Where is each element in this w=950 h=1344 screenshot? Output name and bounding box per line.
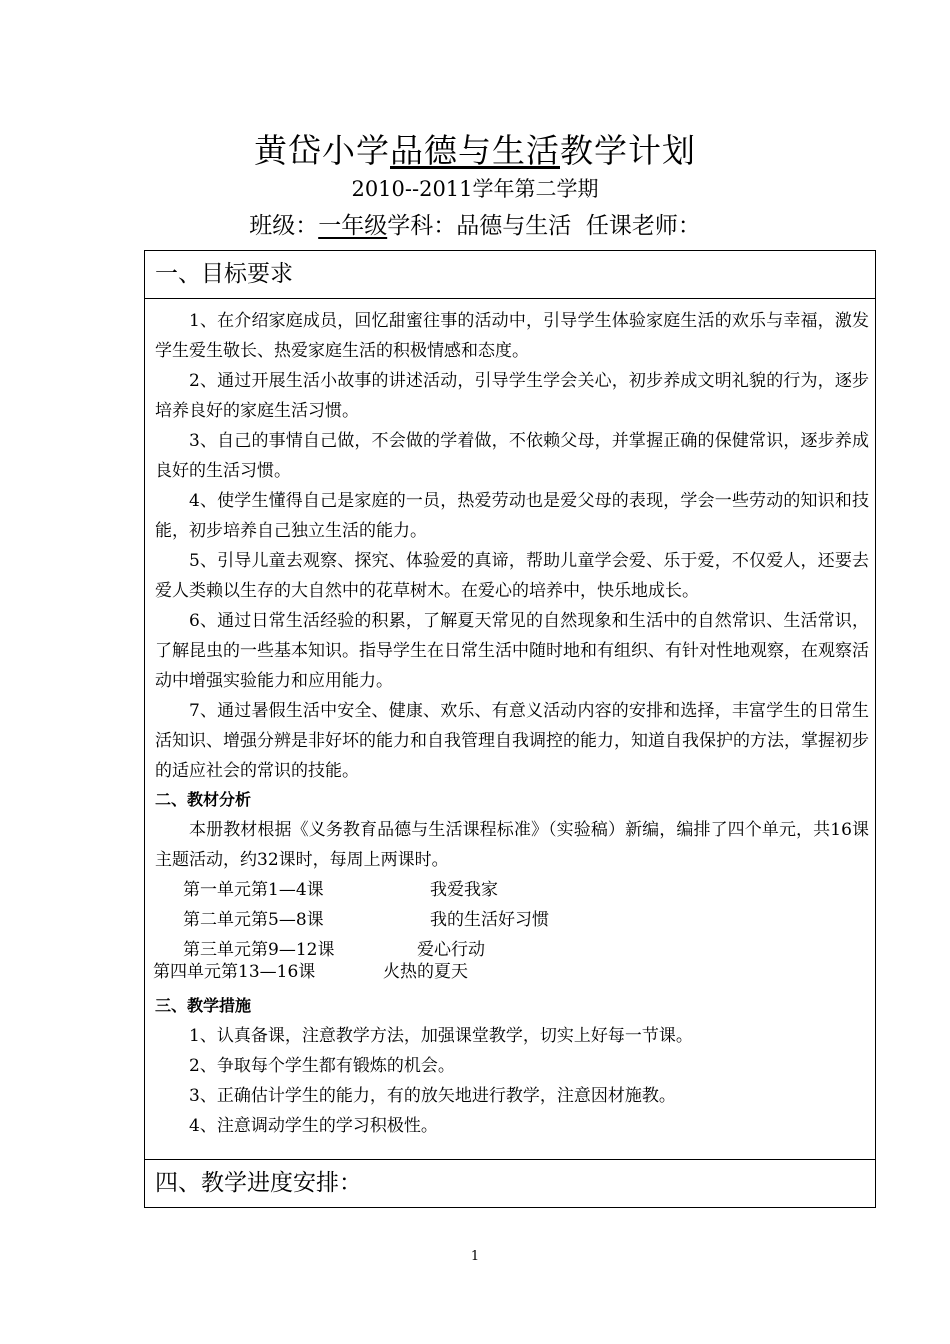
section4-heading: 四、教学进度安排：: [155, 1170, 362, 1196]
title-plan: 教学计划: [560, 131, 696, 170]
section3-heading: 三、教学措施: [155, 996, 252, 1015]
unit-4-range: 第四单元第13—16课: [153, 962, 316, 982]
section2-heading: 二、教材分析: [155, 790, 252, 809]
unit-1-range: 第一单元第1—4课: [183, 880, 324, 900]
page-number: 1: [470, 1249, 480, 1264]
goal-item-1: 1、在介绍家庭成员，回忆甜蜜往事的活动中，引导学生体验家庭生活的欢乐与幸福，激发学生爱生敬长、热爱家庭生活的积极情感和态度。: [155, 311, 869, 361]
section1-heading: 一、目标要求: [155, 261, 293, 287]
title-school: 黄岱小学: [254, 131, 390, 170]
class-value: 一年级: [318, 213, 388, 239]
plan-table: [144, 250, 876, 1208]
measure-item-2: 2、争取每个学生都有锻炼的机会。: [189, 1056, 455, 1076]
goal-item-7: 7、通过暑假生活中安全、健康、欢乐、有意义活动内容的安排和选择，丰富学生的日常生活知识、增强分辨是非好坏的能力和自我管理自我调控的能力，知道自我保护的方法，掌握初步的适应社会的常识的技能。: [155, 701, 869, 781]
class-label: 班级：: [249, 213, 319, 239]
unit-2-range: 第二单元第5—8课: [183, 910, 324, 930]
goal-item-6: 6、通过日常生活经验的积累，了解夏天常见的自然现象和生活中的自然常识、生活常识，了解昆虫的一些基本知识。指导学生在日常生活中随时地和有组织、有针对性地观察，在观察活动中增强实验能力和应用能力。: [155, 611, 869, 691]
document-title: [0, 130, 950, 172]
textbook-intro: 本册教材根据《义务教育品德与生活课程标准》（实验稿）新编，编排了四个单元，共16课主题活动，约32课时，每周上两课时。: [155, 820, 869, 870]
goal-item-5: 5、引导儿童去观察、探究、体验爱的真谛，帮助儿童学会爱、乐于爱，不仅爱人，还要去爱人类赖以生存的大自然中的花草树木。在爱心的培养中，快乐地成长。: [155, 551, 869, 601]
title-subject: 品德与生活: [390, 131, 560, 170]
measure-item-4: 4、注意调动学生的学习积极性。: [189, 1116, 438, 1136]
plan-content-cell: [145, 299, 875, 1159]
teacher-label: 任课老师：: [585, 213, 701, 239]
goal-item-4: 4、使学生懂得自己是家庭的一员，热爱劳动也是爱父母的表现，学会一些劳动的知识和技能，初步培养自己独立生活的能力。: [155, 491, 869, 541]
section4-header-cell: [145, 1159, 875, 1207]
measure-item-1: 1、认真备课，注意教学方法，加强课堂教学，切实上好每一节课。: [189, 1026, 693, 1046]
document-subtitle: 2010--2011学年第二学期: [351, 177, 599, 201]
subject-label: 学科：品德与生活: [387, 213, 572, 239]
goal-item-2: 2、通过开展生活小故事的讲述活动，引导学生学会关心，初步养成文明礼貌的行为，逐步培养良好的家庭生活习惯。: [155, 371, 869, 421]
unit-3-range: 第三单元第9—12课: [183, 940, 335, 960]
goal-item-3: 3、自己的事情自己做，不会做的学着做，不依赖父母，并掌握正确的保健常识，逐步养成良好的生活习惯。: [155, 431, 869, 481]
class-info-line: [0, 210, 950, 242]
unit-1-topic: 我爱我家: [430, 880, 498, 900]
section1-header-cell: [145, 251, 875, 299]
unit-3-topic: 爱心行动: [417, 940, 485, 960]
unit-2-topic: 我的生活好习惯: [430, 910, 549, 930]
unit-4-topic: 火热的夏天: [383, 962, 468, 982]
measure-item-3: 3、正确估计学生的能力，有的放矢地进行教学，注意因材施教。: [189, 1086, 676, 1106]
